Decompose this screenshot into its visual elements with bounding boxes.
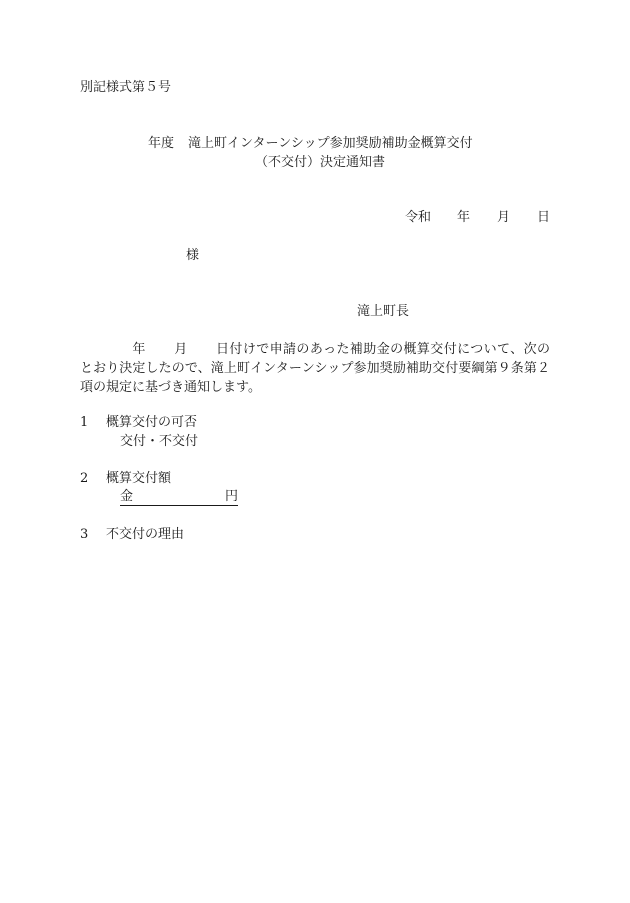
issue-date: [405, 210, 550, 226]
item-approval-heading: [80, 415, 197, 431]
date-month-label: 月: [496, 210, 510, 225]
notice-body: [80, 340, 550, 397]
addressee-suffix: 様: [186, 248, 200, 263]
item-number: 1: [80, 415, 89, 430]
document-title-line2: （不交付）決定通知書: [255, 155, 386, 170]
item-heading-label: 概算交付額: [106, 471, 172, 486]
title-main: 滝上町インターンシップ参加奨励補助金概算交付: [188, 136, 473, 151]
title-year-label: 年度: [148, 136, 175, 151]
item-amount-heading: [80, 471, 171, 487]
body-text: 日付けで申請のあった補助金の概算交付について、次のとおり決定したので、滝上町インターンシップ参加奨励補助交付要綱第９条第２項の規定に基づき通知します。: [80, 342, 550, 395]
form-number: 別記様式第５号: [80, 80, 172, 95]
body-month-label: 月: [173, 342, 188, 357]
date-year-label: 年: [456, 210, 470, 225]
item-approval-value: 交付・不交付: [120, 434, 199, 449]
document-title-line1: [148, 136, 473, 152]
item-number: 3: [80, 527, 89, 542]
item-heading-label: 不交付の理由: [106, 527, 185, 542]
date-era: 令和: [404, 210, 431, 225]
item-reason-heading: [80, 527, 184, 543]
body-year-label: 年: [132, 342, 146, 357]
item-heading-label: 概算交付の可否: [106, 415, 198, 430]
item-number: 2: [80, 471, 89, 486]
issuer-name: 滝上町長: [357, 304, 410, 319]
date-day-label: 日: [536, 210, 550, 225]
amount-prefix: 金: [120, 489, 134, 504]
amount-suffix: 円: [224, 489, 238, 504]
item-amount-field: [120, 489, 238, 506]
